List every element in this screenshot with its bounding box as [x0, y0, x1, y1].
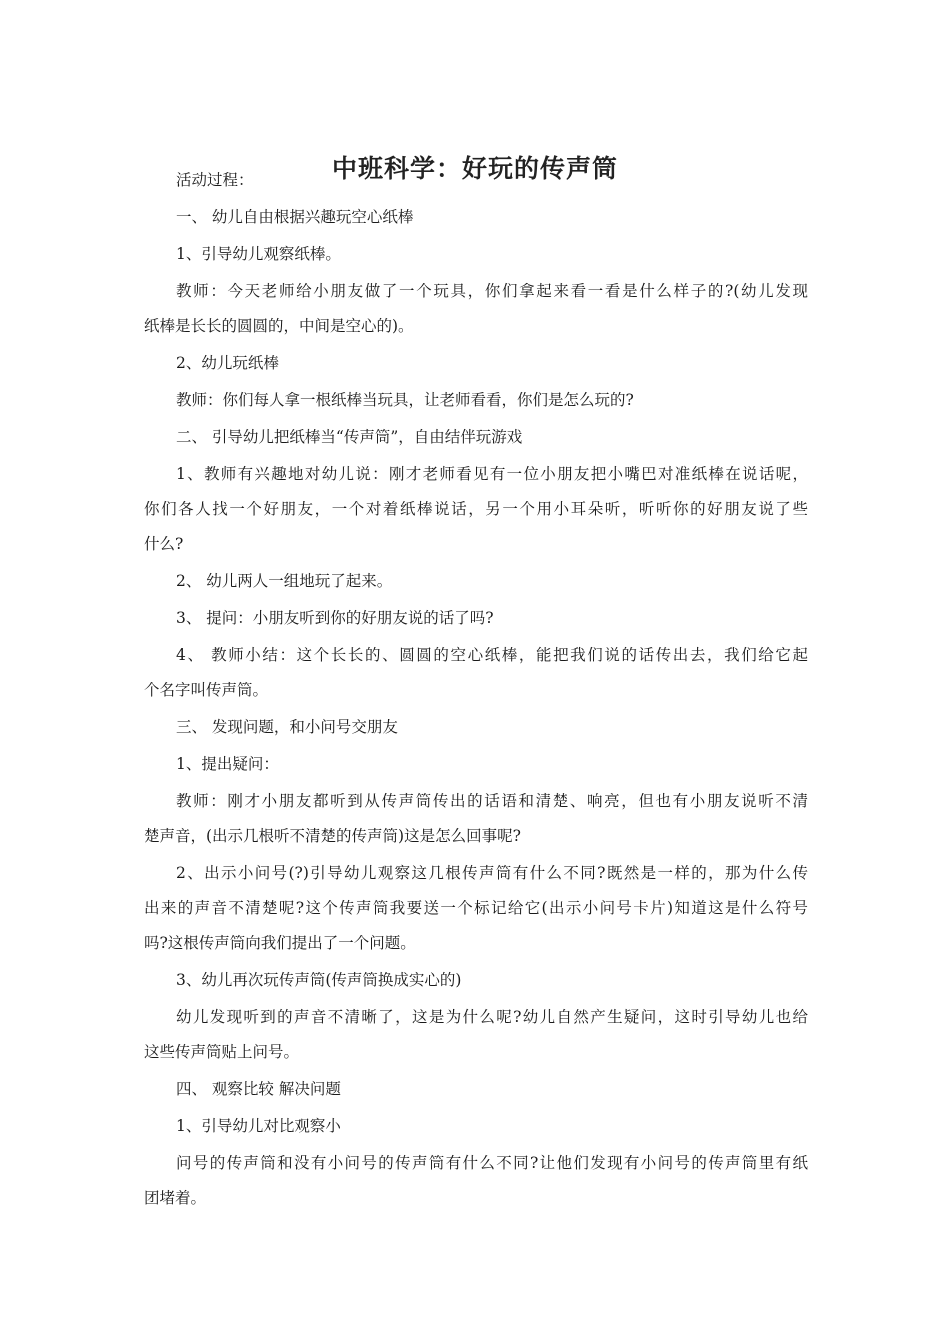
step-3-2: 2、出示小问号(?)引导幼儿观察这几根传声筒有什么不同?既然是一样的，那为什么传 — [176, 864, 808, 882]
paragraph-line: 幼儿发现听到的声音不清晰了，这是为什么呢?幼儿自然产生疑问，这时引导幼儿也给 — [176, 1008, 808, 1026]
paragraph-line: 你们各人找一个好朋友，一个对着纸棒说话，另一个用小耳朵听，听听你的好朋友说了些 — [144, 500, 808, 518]
paragraph-line: 团堵着。 — [144, 1189, 207, 1207]
paragraph-line: 纸棒是长长的圆圆的，中间是空心的)。 — [144, 317, 414, 335]
section-label: 活动过程： — [176, 171, 254, 189]
section-heading-4: 四、 观察比较 解决问题 — [176, 1080, 341, 1098]
paragraph-line: 吗?这根传声筒向我们提出了一个问题。 — [144, 934, 416, 952]
step-1-2: 2、幼儿玩纸棒 — [176, 354, 279, 372]
section-heading-2: 二、 引导幼儿把纸棒当“传声筒”，自由结伴玩游戏 — [176, 428, 523, 446]
paragraph-line: 问号的传声筒和没有小问号的传声筒有什么不同?让他们发现有小问号的传声筒里有纸 — [176, 1154, 808, 1172]
paragraph-line: 教师：你们每人拿一根纸棒当玩具，让老师看看，你们是怎么玩的? — [176, 391, 634, 409]
section-heading-1: 一、 幼儿自由根据兴趣玩空心纸棒 — [176, 208, 414, 226]
step-3-1: 1、提出疑问： — [176, 755, 279, 773]
paragraph-line: 教师：今天老师给小朋友做了一个玩具，你们拿起来看一看是什么样子的?(幼儿发现 — [176, 282, 808, 300]
paragraph-line: 个名字叫传声筒。 — [144, 681, 269, 699]
step-2-3: 3、 提问：小朋友听到你的好朋友说的话了吗? — [176, 609, 494, 627]
step-2-2: 2、 幼儿两人一组地玩了起来。 — [176, 572, 393, 590]
paragraph-line: 教师：刚才小朋友都听到从传声筒传出的话语和清楚、响亮，但也有小朋友说听不清 — [176, 792, 808, 810]
paragraph-line: 楚声音，(出示几根听不清楚的传声筒)这是怎么回事呢? — [144, 827, 521, 845]
document-title: 中班科学：好玩的传声筒 — [331, 153, 618, 183]
section-heading-3: 三、 发现问题，和小问号交朋友 — [176, 718, 398, 736]
step-1-1: 1、引导幼儿观察纸棒。 — [176, 245, 341, 263]
step-3-3: 3、幼儿再次玩传声筒(传声筒换成实心的) — [176, 971, 462, 989]
document-body — [144, 171, 808, 1207]
paragraph-line: 出来的声音不清楚呢?这个传声筒我要送一个标记给它(出示小问号卡片)知道这是什么符号 — [144, 899, 808, 917]
step-4-1: 1、引导幼儿对比观察小 — [176, 1117, 341, 1135]
paragraph-line: 这些传声筒贴上问号。 — [144, 1043, 300, 1061]
step-2-4: 4、 教师小结：这个长长的、圆圆的空心纸棒，能把我们说的话传出去，我们给它起 — [176, 646, 808, 664]
paragraph-line: 1、教师有兴趣地对幼儿说：刚才老师看见有一位小朋友把小嘴巴对准纸棒在说话呢， — [176, 465, 808, 483]
paragraph-line: 什么? — [144, 535, 184, 553]
